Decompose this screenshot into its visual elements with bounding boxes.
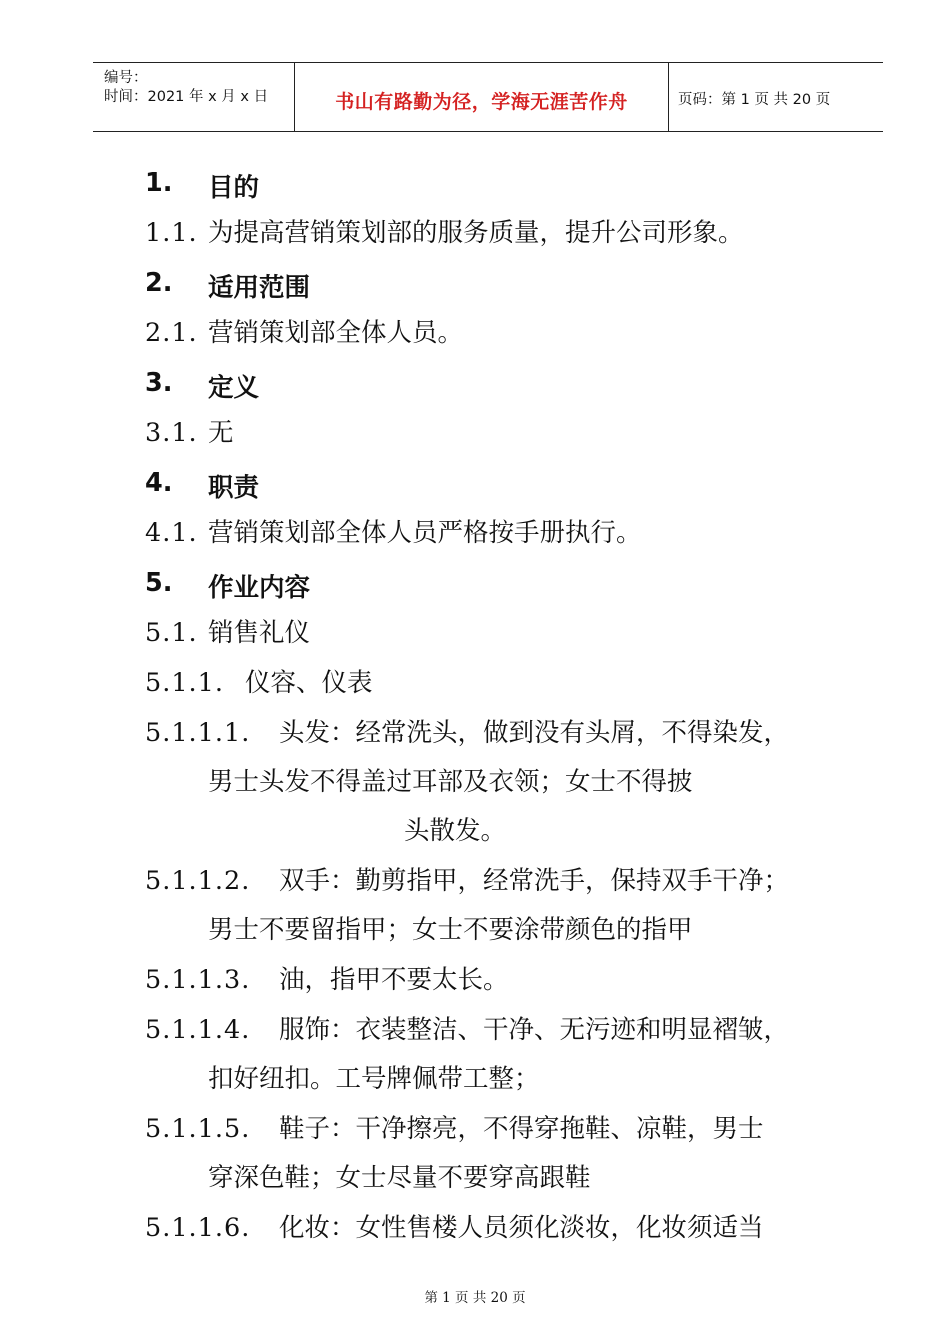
item-number: 5.1.1.1.: [145, 718, 251, 748]
item-number: 5.1.1.5.: [145, 1114, 251, 1144]
item-text: 双手：勤剪指甲，经常洗手，保持双手干净；: [279, 866, 790, 896]
item-text: 营销策划部全体人员。: [208, 318, 464, 348]
item-text-continuation: 男士不要留指甲；女士不要涂带颜色的指甲: [208, 915, 693, 945]
section-number: 1.: [145, 168, 173, 198]
item-text-continuation: 穿深色鞋；女士尽量不要穿高跟鞋: [208, 1163, 591, 1193]
item-text: 仪容、仪表: [245, 668, 373, 698]
header-motto-cell: [294, 63, 669, 131]
item-number: 5.1.1.3.: [145, 965, 251, 995]
item-number: 5.1.1.2.: [145, 866, 251, 896]
item-number: 5.1.1.4.: [145, 1015, 251, 1045]
date-label: 时间：2021 年 x 月 x 日: [104, 89, 269, 105]
item-text: 营销策划部全体人员严格按手册执行。: [208, 518, 642, 548]
item-number: 2.1.: [145, 318, 198, 348]
item-text: 化妆：女性售楼人员须化淡妆，化妆须适当: [279, 1213, 764, 1243]
item-number: 5.1.1.6.: [145, 1213, 251, 1243]
page-info: 页码：第 1 页 共 20 页: [678, 92, 831, 108]
section-title: 作业内容: [208, 573, 311, 603]
section-title: 适用范围: [208, 273, 311, 303]
section-title: 职责: [208, 473, 260, 503]
page-footer: 第 1 页 共 20 页: [424, 1290, 526, 1306]
item-text: 销售礼仪: [208, 618, 311, 648]
item-text: 头发：经常洗头，做到没有头屑，不得染发，: [279, 718, 790, 748]
document-header: [93, 62, 883, 132]
item-text-continuation: 头散发。: [404, 816, 507, 846]
item-number: 5.1.: [145, 618, 198, 648]
item-text-continuation: 扣好纽扣。工号牌佩带工整；: [208, 1064, 540, 1094]
item-text-continuation: 男士头发不得盖过耳部及衣领；女士不得披: [208, 767, 693, 797]
item-text: 为提高营销策划部的服务质量，提升公司形象。: [208, 218, 744, 248]
section-number: 3.: [145, 368, 173, 398]
section-title: 定义: [208, 373, 260, 403]
header-page-cell: [668, 63, 883, 131]
item-number: 4.1.: [145, 518, 198, 548]
item-number: 5.1.1.: [145, 668, 224, 698]
serial-number-label: 编号：: [104, 70, 148, 86]
item-number: 1.1.: [145, 218, 198, 248]
section-number: 4.: [145, 468, 173, 498]
motto-text: 书山有路勤为径，学海无涯苦作舟: [335, 91, 628, 113]
section-number: 5.: [145, 568, 173, 598]
item-text: 鞋子：干净擦亮，不得穿拖鞋、凉鞋，男士: [279, 1114, 764, 1144]
section-number: 2.: [145, 268, 173, 298]
section-title: 目的: [208, 173, 260, 203]
item-text: 油，指甲不要太长。: [279, 965, 509, 995]
header-meta-cell: [93, 63, 294, 131]
item-number: 3.1.: [145, 418, 198, 448]
item-text: 无: [208, 418, 234, 448]
item-text: 服饰：衣装整洁、干净、无污迹和明显褶皱，: [279, 1015, 790, 1045]
